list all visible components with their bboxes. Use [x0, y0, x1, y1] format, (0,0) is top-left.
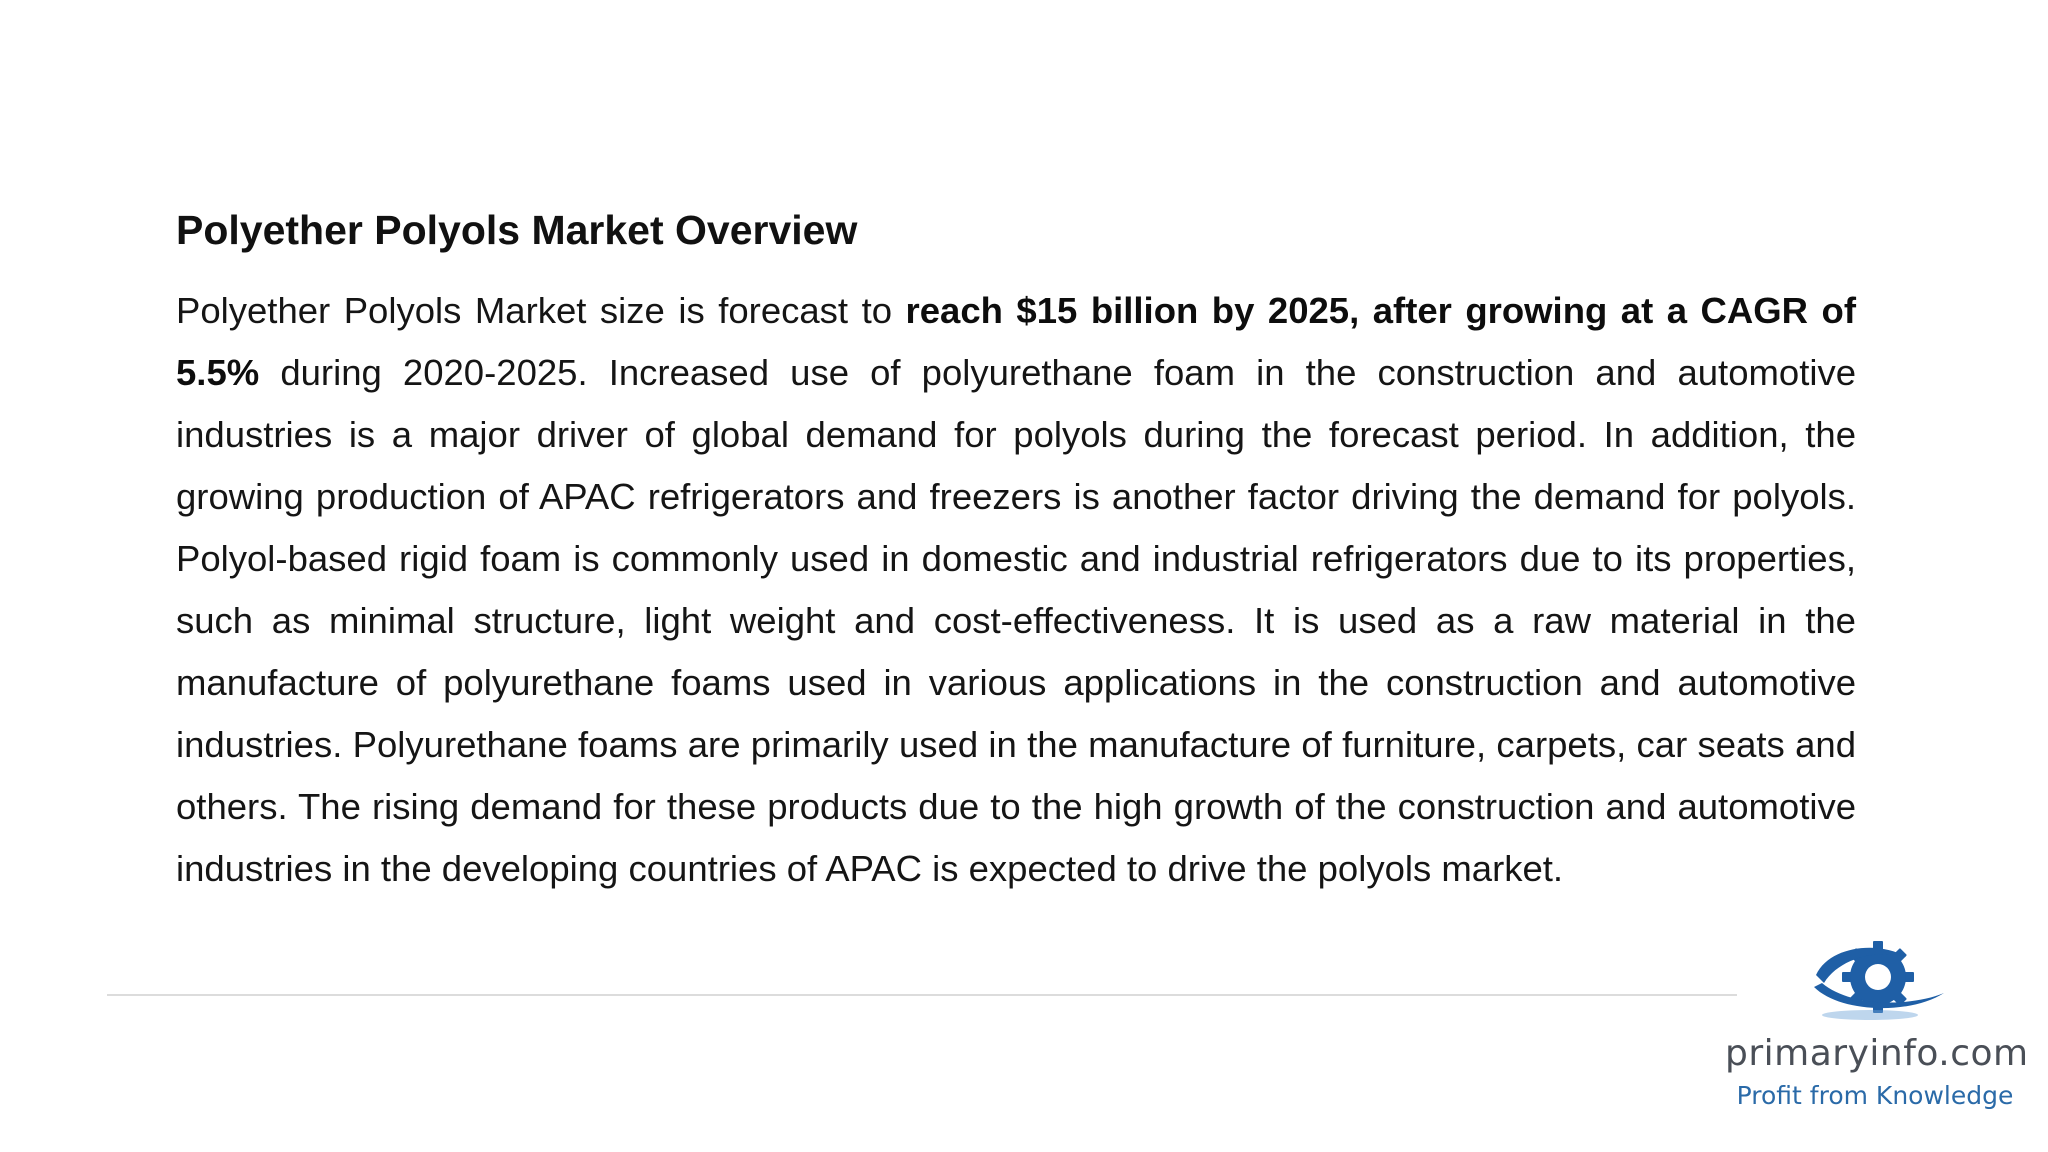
company-logo: [1725, 935, 2029, 1115]
paragraph-highlight: reach $15 billion by 2025, after growing at a CAGR of 5.5%: [176, 290, 1856, 393]
footer-divider: [107, 994, 1737, 996]
paragraph-intro: Polyether Polyols Market size is forecast to: [176, 290, 906, 331]
overview-paragraph: [176, 280, 1856, 900]
paragraph-body: during 2020-2025. Increased use of polyurethane foam in the construction and automotive industries is a major driver of global demand for polyols during the forecast period. In addition, the growing production of APAC refrigerators and freezers is another factor driving the demand for polyols. Polyol-based rigid foam is commonly used in domestic and industrial refrigerators due to its properties, such as minimal structure, light weight and cost-effectiveness. It is used as a raw material in the manufacture of polyurethane foams used in various applications in the construction and automotive industries. Polyurethane foams are primarily used in the manufacture of furniture, carpets, car seats and others. The rising demand for these products due to the high growth of the construction and automotive industries in the developing countries of APAC is expected to drive the polyols market.: [176, 352, 1856, 889]
logo-name: primaryinfo.com: [1725, 1033, 2029, 1074]
overview-section: [176, 200, 1856, 900]
page-title: Polyether Polyols Market Overview: [176, 207, 858, 253]
gear-swoosh-icon: [1810, 935, 1950, 1025]
logo-tagline: Profit from Knowledge: [1736, 1081, 2014, 1110]
